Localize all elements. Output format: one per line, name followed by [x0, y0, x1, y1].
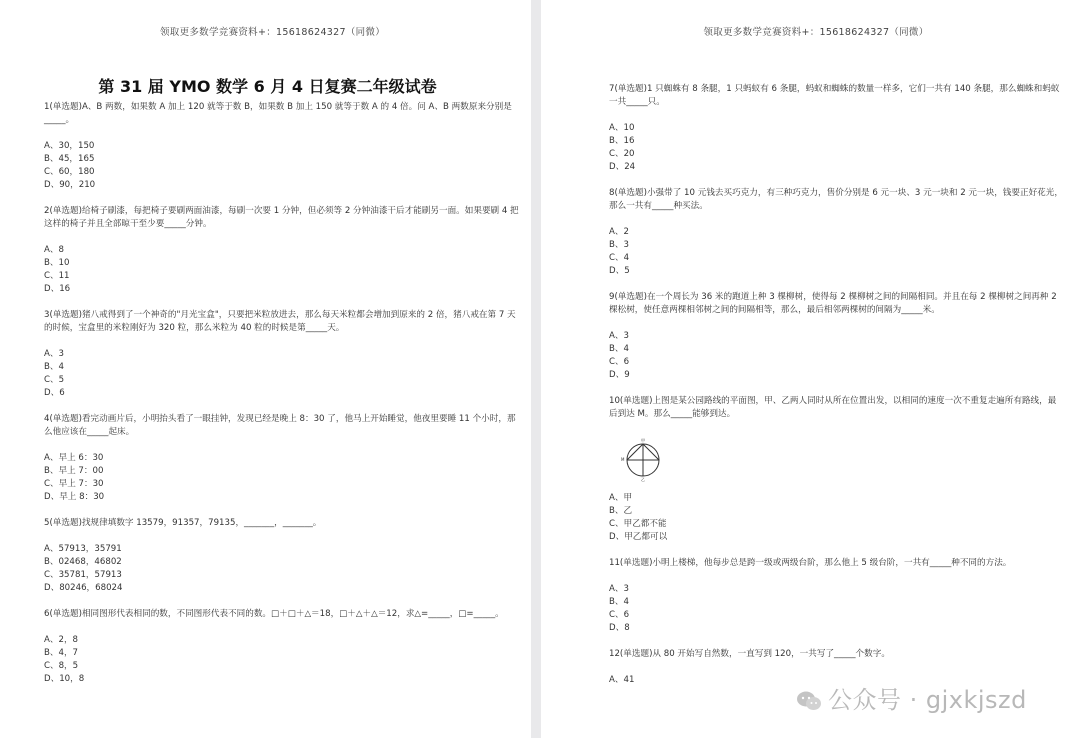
answer-option: D、5 [609, 266, 630, 276]
answer-option: C、11 [44, 271, 70, 281]
answer-option: C、甲乙都不能 [609, 519, 667, 529]
answer-option: A、3 [609, 584, 629, 594]
question-text: 11(单选题)小明上楼梯，他每步总是跨一级或两级台阶，那么他上 5 级台阶，一共有_____种不同的方法。 [609, 558, 1012, 568]
answer-option: B、10 [44, 258, 70, 268]
question-item [609, 557, 1063, 635]
page-header: 领取更多数学竞赛资料+：15618624327（同微） [703, 27, 929, 38]
answer-option: D、16 [44, 284, 71, 294]
question-text: 10(单选题)上图是某公园路线的平面图，甲、乙两人同时从所在位置出发，以相同的速度一次不重复走遍所有路线，最后到达 M。那么_____能够到达。 [609, 396, 1057, 419]
question-item [44, 413, 521, 504]
answer-option: C、20 [609, 149, 635, 159]
answer-option: B、4 [44, 362, 64, 372]
question-item [609, 187, 1063, 278]
exam-title: 第 31 届 YMO 数学 6 月 4 日复赛二年级试卷 [98, 77, 437, 96]
answer-option: B、4，7 [44, 648, 79, 658]
answer-option: B、45，165 [44, 154, 95, 164]
option-list [44, 452, 521, 504]
answer-option: C、6 [609, 357, 630, 367]
option-list [609, 583, 1063, 635]
answer-option: A、3 [609, 331, 629, 341]
answer-option: C、6 [609, 610, 630, 620]
answer-option: A、30，150 [44, 141, 95, 151]
option-list [609, 330, 1063, 382]
answer-option: D、90，210 [44, 180, 96, 190]
answer-option: A、8 [44, 245, 64, 255]
answer-option: C、早上 7：30 [44, 479, 104, 489]
answer-option: D、24 [609, 162, 636, 172]
option-list [609, 492, 1063, 544]
option-list [44, 140, 521, 192]
answer-option: C、5 [44, 375, 65, 385]
exam-page-left [0, 0, 531, 738]
wechat-icon [796, 690, 822, 712]
answer-option: A、2 [609, 227, 629, 237]
answer-option: B、3 [609, 240, 629, 250]
option-list [44, 634, 521, 686]
answer-option: B、早上 7：00 [44, 466, 104, 476]
answer-option: B、16 [609, 136, 635, 146]
park-route-diagram [613, 438, 673, 482]
question-text: 2(单选题)给椅子刷漆，每把椅子要刷两面油漆，每刷一次要 1 分钟，但必须等 2 分钟油漆干后才能刷另一面。如果要刷 4 把这样的椅子并且全部晾干至少要_____分钟。 [44, 206, 519, 229]
question-text: 6(单选题)相同图形代表相同的数，不同图形代表不同的数。□＋□＋△＝18，□＋△＋△＝12，求△=_____，□=_____。 [44, 609, 504, 619]
answer-option: A、41 [609, 675, 635, 685]
answer-option: C、35781，57913 [44, 570, 122, 580]
option-list [44, 244, 521, 296]
wechat-watermark [796, 680, 1027, 715]
figure-label-top: 甲 [641, 438, 645, 443]
question-text: 12(单选题)从 80 开始写自然数，一直写到 120，一共写了_____个数字。 [609, 649, 890, 659]
watermark-text: 公众号 · gjxkjszd [828, 686, 1027, 714]
question-item [44, 608, 521, 686]
answer-option: A、10 [609, 123, 635, 133]
answer-option: A、早上 6：30 [44, 453, 104, 463]
question-text: 1(单选题)A、B 两数，如果数 A 加上 120 就等于数 B，如果数 B 加上 150 就等于数 A 的 4 倍。问 A、B 两数原来分别是_____。 [44, 102, 512, 125]
question-item [44, 309, 521, 400]
answer-option: D、80246，68024 [44, 583, 123, 593]
question-list [609, 83, 1063, 687]
question-text: 7(单选题)1 只蜘蛛有 8 条腿，1 只蚂蚁有 6 条腿，蚂蚁和蜘蛛的数量一样多，它们一共有 140 条腿，那么蜘蛛和蚂蚁一共_____只。 [609, 84, 1060, 107]
question-item [609, 83, 1063, 174]
question-text: 8(单选题)小强带了 10 元钱去买巧克力，有三种巧克力，售价分别是 6 元一块、3 元一块和 2 元一块，钱要正好花光，那么一共有_____种买法。 [609, 188, 1063, 211]
answer-option: D、早上 8：30 [44, 492, 105, 502]
option-list [609, 226, 1063, 278]
answer-option: A、57913，35791 [44, 544, 122, 554]
figure-label-left: M [621, 457, 625, 462]
question-text: 9(单选题)在一个周长为 36 米的跑道上种 3 棵柳树，使得每 2 棵柳树之间的间隔相同。并且在每 2 棵柳树之间再种 2 棵松树，使任意两棵相邻树之间的间隔相等，那么，最后相邻两棵树的间隔为_____米。 [609, 292, 1057, 315]
answer-option: D、9 [609, 370, 630, 380]
answer-option: D、8 [609, 623, 630, 633]
question-item [609, 291, 1063, 382]
question-item [44, 101, 521, 192]
question-item [44, 205, 521, 296]
answer-option: C、8，5 [44, 661, 79, 671]
answer-option: D、10，8 [44, 674, 85, 684]
option-list [609, 122, 1063, 174]
answer-option: B、4 [609, 344, 629, 354]
question-item [44, 517, 521, 595]
answer-option: A、甲 [609, 493, 633, 503]
answer-option: B、02468，46802 [44, 557, 122, 567]
answer-option: D、6 [44, 388, 65, 398]
question-item [609, 395, 1063, 544]
question-text: 5(单选题)找规律填数字 13579，91357，79135，_______，_______。 [44, 518, 322, 528]
figure-label-bottom: 乙 [641, 477, 645, 482]
answer-option: C、4 [609, 253, 630, 263]
question-list [44, 101, 521, 686]
answer-option: D、甲乙都可以 [609, 532, 668, 542]
answer-option: B、4 [609, 597, 629, 607]
page-header: 领取更多数学竞赛资料+：15618624327（同微） [159, 27, 386, 38]
option-list [44, 543, 521, 595]
answer-option: C、60，180 [44, 167, 95, 177]
option-list [44, 348, 521, 400]
answer-option: A、2，8 [44, 635, 79, 645]
question-text: 4(单选题)看完动画片后，小明抬头看了一眼挂钟，发现已经是晚上 8：30 了，他马上开始睡觉，他夜里要睡 11 个小时，那么他应该在_____起床。 [44, 414, 516, 437]
exam-page-right [541, 0, 1073, 738]
question-text: 3(单选题)猪八戒得到了一个神奇的"月光宝盒"，只要把米粒放进去，那么每天米粒都会增加到原来的 2 倍，猪八戒在第 7 天的时候，宝盒里的米粒刚好为 320 粒，那么米粒为 40 粒的时候是第_____天。 [44, 310, 516, 333]
answer-option: A、3 [44, 349, 64, 359]
answer-option: B、乙 [609, 506, 633, 516]
page-gap [531, 0, 541, 738]
